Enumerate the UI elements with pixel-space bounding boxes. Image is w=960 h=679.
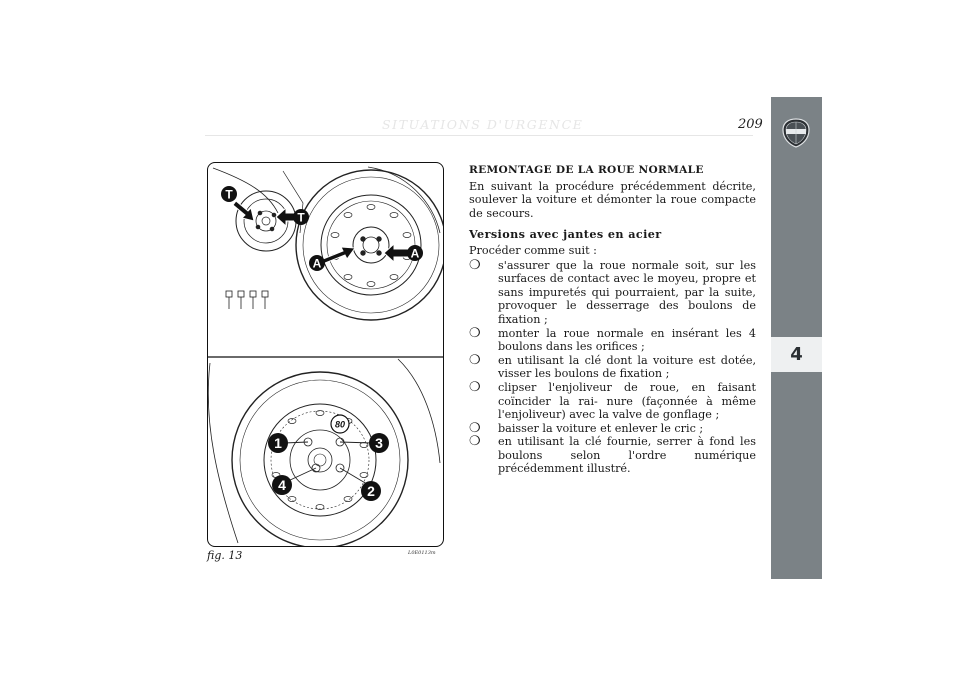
bullet-circle-icon: ❍ <box>469 325 481 341</box>
instructions-column <box>469 164 756 476</box>
bolt-order-4: 4 <box>278 477 286 493</box>
step-text: s'assurer que la roue normale soit, sur les surfaces de contact avec le moyeu, propre et sans impuretés qui pourraient, par la suite, provoquer le desserrage des boulons de fixation ; <box>498 258 756 326</box>
speed-limit-badge: 80 <box>334 419 346 430</box>
figure-code: L0E0113m <box>408 550 436 556</box>
step-text: en utilisant la clé dont la voiture est dotée, visser les boulons de fixation ; <box>498 353 756 381</box>
steps-list <box>469 259 756 477</box>
bolt-order-1: 1 <box>274 435 282 451</box>
list-item <box>469 354 756 381</box>
callout-t-right: T <box>297 210 305 225</box>
subsection-title: Versions avec jantes en acier <box>469 227 662 242</box>
bullet-circle-icon: ❍ <box>469 420 481 436</box>
bullet-circle-icon: ❍ <box>469 434 481 450</box>
section-title: REMONTAGE DE LA ROUE NORMALE <box>469 164 704 176</box>
list-item <box>469 422 756 436</box>
figure-caption: fig. 13 <box>207 549 243 562</box>
step-text: baisser la voiture et enlever le cric ; <box>498 421 704 435</box>
bullet-circle-icon: ❍ <box>469 352 481 368</box>
arrow-icons-upper <box>233 201 413 265</box>
callout-t-left: T <box>225 187 233 202</box>
bolt-order-2: 2 <box>367 483 375 499</box>
list-item <box>469 435 756 476</box>
intro-paragraph: En suivant la procédure précédemment décrite, soulever la voiture et démonter la roue compacte de secours. <box>469 179 756 220</box>
bullet-circle-icon: ❍ <box>469 379 481 395</box>
running-header-title: SITUATIONS D'URGENCE <box>382 117 584 132</box>
lead-in-text: Procéder comme suit : <box>469 243 597 257</box>
chapter-number: 4 <box>771 337 822 372</box>
upper-panel-drawing <box>213 167 443 320</box>
step-text: monter la roue normale en insérant les 4 boulons dans les orifices ; <box>498 326 756 354</box>
lower-panel-drawing <box>208 359 440 546</box>
list-item <box>469 381 756 422</box>
callout-a-right: A <box>410 246 420 261</box>
bullet-circle-icon: ❍ <box>469 257 481 273</box>
header-rule <box>205 135 753 136</box>
callout-a-left: A <box>312 256 322 271</box>
page-number: 209 <box>738 117 763 132</box>
list-item <box>469 259 756 327</box>
list-item <box>469 327 756 354</box>
step-text: clipser l'enjoliveur de roue, en faisant coïncider la rai- nure (façonnée à même l'enjoliveur) avec la valve de gonflage ; <box>498 380 756 422</box>
bolt-order-3: 3 <box>375 435 383 451</box>
lancia-shield-icon <box>782 118 810 148</box>
wheel-illustration <box>207 162 444 547</box>
step-text: en utilisant la clé fournie, serrer à fond les boulons selon l'ordre numérique précédemment illustré. <box>498 435 756 476</box>
